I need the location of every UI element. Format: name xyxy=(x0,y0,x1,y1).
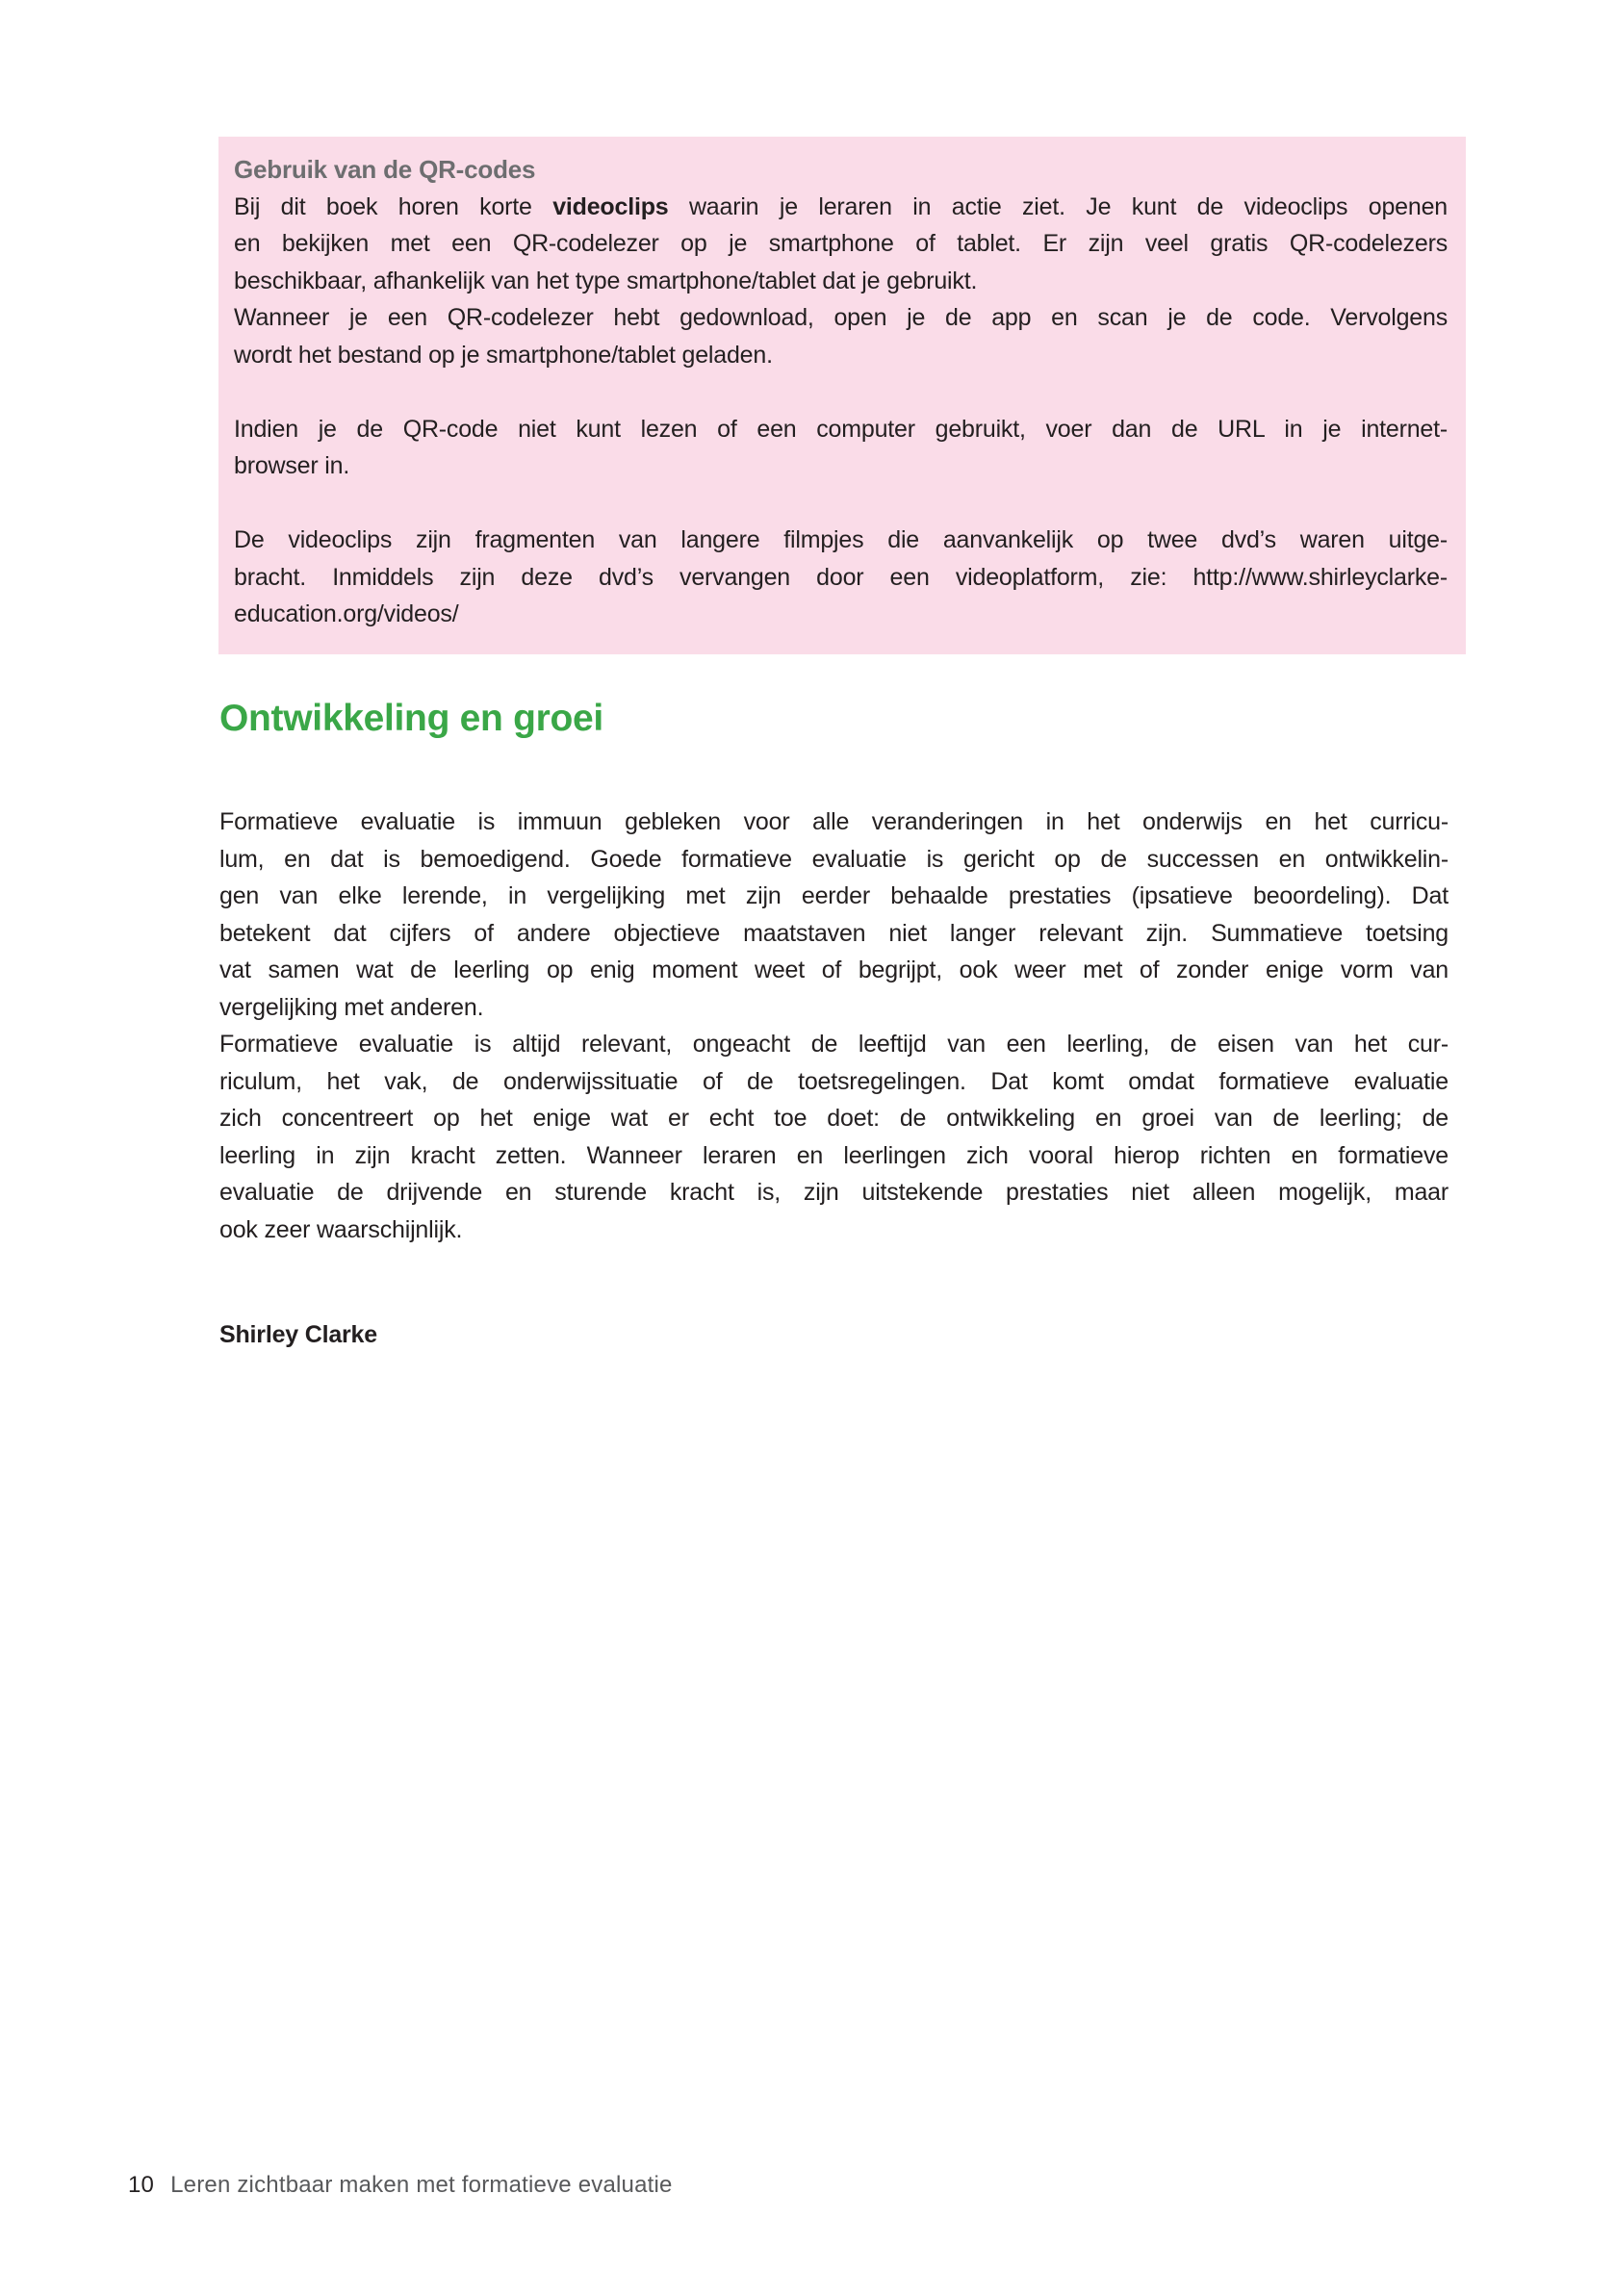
text-line: browser in. xyxy=(234,452,350,479)
text-line: Wanneer je een QR-codelezer hebt gedownload, open je de app en scan je de code. Vervolgens xyxy=(234,304,1448,331)
text-line: riculum, het vak, de onderwijssituatie of de toetsregelingen. Dat komt omdat formatieve evaluatie xyxy=(219,1067,1448,1095)
text-line: Bij dit boek horen korte videoclips waarin je leraren in actie ziet. Je kunt de videoclips openen xyxy=(234,192,1448,220)
text-line: beschikbaar, afhankelijk van het type smartphone/tablet dat je gebruikt. xyxy=(234,267,978,294)
text-line: vergelijking met anderen. xyxy=(219,993,484,1021)
text-line: evaluatie de drijvende en sturende kracht is, zijn uitstekende prestaties niet alleen mogelijk, maar xyxy=(219,1179,1448,1206)
text-line: wordt het bestand op je smartphone/tablet geladen. xyxy=(234,341,773,369)
paragraph xyxy=(234,189,1448,300)
paragraph xyxy=(234,299,1448,373)
body-paragraphs xyxy=(219,804,1448,1248)
text-line: De videoclips zijn fragmenten van langere filmpjes die aanvankelijk op twee dvd’s waren uitge- xyxy=(234,526,1448,553)
footer-book-title: Leren zichtbaar maken met formatieve evaluatie xyxy=(170,2172,673,2198)
text-line: education.org/videos/ xyxy=(234,600,459,627)
qr-box-paragraphs xyxy=(234,189,1448,633)
qr-info-box xyxy=(218,137,1466,654)
text-line: Formatieve evaluatie is immuun gebleken voor alle veranderingen in het onderwijs en het curricu- xyxy=(219,808,1448,835)
text-line: bracht. Inmiddels zijn deze dvd’s vervangen door een videoplatform, zie: http://www.shirleyclarke- xyxy=(234,563,1448,591)
text-line: Formatieve evaluatie is altijd relevant, ongeacht de leeftijd van een leerling, de eisen van het cur- xyxy=(219,1031,1448,1058)
text-line: betekent dat cijfers of andere objectieve maatstaven niet langer relevant zijn. Summatieve toetsing xyxy=(219,919,1448,947)
text-line: gen van elke lerende, in vergelijking met zijn eerder behaalde prestaties (ipsatieve beoordeling). Dat xyxy=(219,882,1448,909)
author-name: Shirley Clarke xyxy=(219,1321,377,1348)
text-line: en bekijken met een QR-codelezer op je smartphone of tablet. Er zijn veel gratis QR-codelezers xyxy=(234,230,1448,257)
text-line: lum, en dat is bemoedigend. Goede formatieve evaluatie is gericht op de successen en ontwikkelin- xyxy=(219,845,1448,873)
paragraph xyxy=(234,411,1448,485)
text-line: leerling in zijn kracht zetten. Wanneer leraren en leerlingen zich vooral hierop richten en formatieve xyxy=(219,1141,1448,1169)
text-line: zich concentreert op het enige wat er echt toe doet: de ontwikkeling en groei van de leerling; de xyxy=(219,1105,1448,1132)
text-line: vat samen wat de leerling op enig moment weet of begrijpt, ook weer met of zonder enige vorm van xyxy=(219,957,1448,983)
paragraph xyxy=(234,522,1448,633)
paragraph xyxy=(219,1026,1448,1248)
text-line: Indien je de QR-code niet kunt lezen of een computer gebruikt, voer dan de URL in je internet- xyxy=(234,415,1448,443)
text-line: ook zeer waarschijnlijk. xyxy=(219,1215,463,1243)
page-number: 10 xyxy=(128,2172,155,2198)
paragraph xyxy=(219,804,1448,1026)
section-heading: Ontwikkeling en groei xyxy=(219,698,603,739)
qr-box-title: Gebruik van de QR-codes xyxy=(234,155,536,184)
page-footer xyxy=(128,2171,673,2200)
